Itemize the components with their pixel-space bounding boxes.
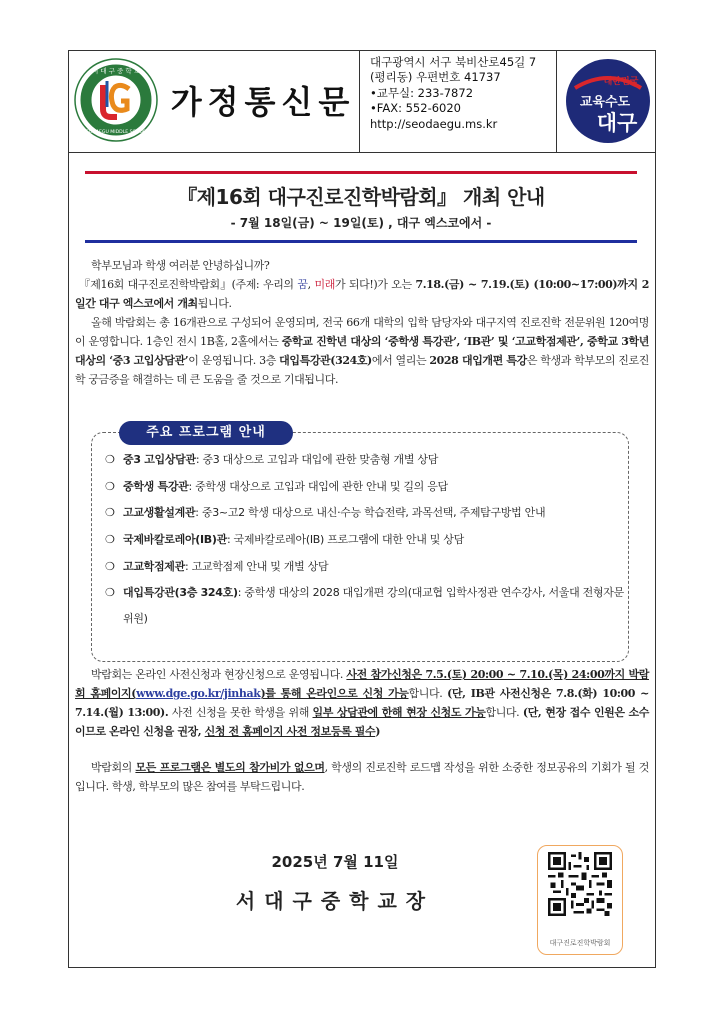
intro-text-b: 가 되다!)가 오는	[334, 278, 416, 291]
registration-paragraph	[75, 665, 649, 741]
registration-period-b: )를 통해 온라인으로 신청 가능	[260, 687, 409, 700]
theme-word-future: 미래	[314, 278, 335, 291]
program-name: 중3 고입상담관	[123, 453, 196, 466]
program-item	[105, 446, 625, 473]
onsite-registration: 일부 상담관에 한해 현장 신청도 가능	[312, 706, 486, 719]
overview-lecture: 2028 대입개편 특강	[429, 354, 527, 367]
program-name: 고교학점제관	[123, 560, 185, 573]
registration-text-c: 사전 신청을 못한 학생을 위해	[168, 706, 313, 719]
program-item	[105, 580, 625, 632]
preregistration-note: 신청 전 홈페이지 사전 정보등록 필수	[204, 725, 376, 738]
title-rule-bottom	[85, 240, 637, 243]
overview-lecture-hall: 대입특강관(324호)	[279, 354, 372, 367]
registration-text-b: 합니다.	[408, 687, 448, 700]
daegu-education-emblem	[565, 58, 651, 144]
logo-bottom-text: SEODAEGU MIDDLE SCHOOL	[82, 130, 150, 135]
ib-registration: (단, IB관 사전신청은 7.8.(화) 10:00 ~ 7.14.(월) 13:00).	[75, 687, 649, 719]
overview-text-a: 올해 박람회는 총 16개관으로 구성되어 운영되며, 전국 66개 대학의 입학 담당자와 대구지역 진로진학 전문위원 120여명이 운영합니다. 1층인 전시 1B홀, 2홀에서는	[75, 316, 649, 348]
overview-halls: 중학교 진학년 대상의 ‘중학생 특강관’, ‘IB관’ 및 ‘고교학점제관’, 중학교 3학년 대상의 ‘중3 고입상담관’	[75, 335, 649, 367]
issue-date: 2025년 7월 11일	[271, 853, 399, 871]
qr-card[interactable]	[537, 845, 623, 955]
greeting-text: 학부모님과 학생 여러분 안녕하십니까?	[91, 259, 270, 272]
letter-header	[69, 51, 655, 153]
school-contact	[359, 51, 557, 152]
program-desc: : 중학생 대상의 2028 대입개편 강의(대교협 입학사정관 연수강사, 서울대 전형자문위원)	[123, 586, 624, 625]
program-item	[105, 526, 625, 553]
overview-text-c: 에서 열리는	[371, 354, 430, 367]
registration-text-a: 박람회는 온라인 사전신청과 현장신청으로 운영됩니다.	[91, 668, 347, 681]
program-desc: : 국제바칼로레아(IB) 프로그램에 대한 안내 및 상담	[226, 533, 464, 546]
website-link[interactable]: http://seodaegu.ms.kr	[370, 116, 498, 131]
qr-code-icon[interactable]	[548, 852, 612, 916]
address-line-2: (평리동) 우편번호 41737	[370, 70, 501, 85]
circle-bullet-icon: ❍	[105, 506, 115, 519]
program-item	[105, 500, 625, 526]
school-logo	[73, 57, 159, 143]
fax-line: •FAX: 552-6020	[370, 101, 461, 116]
address-line-1: 대구광역시 서구 북비산로45길 7	[370, 55, 537, 69]
document-subtitle: - 7월 18일(금) ~ 19일(토) , 대구 엑스코에서 -	[230, 216, 492, 230]
event-intro-paragraph	[75, 275, 649, 313]
program-name: 고교생활설계관	[123, 506, 196, 519]
closing-text-a: 박람회의	[91, 761, 136, 774]
program-desc: : 중학생 대상으로 고입과 대입에 관한 안내 및 길의 응답	[188, 480, 448, 493]
circle-bullet-icon: ❍	[105, 453, 115, 466]
circle-bullet-icon: ❍	[105, 560, 115, 573]
event-dates: 7.18.(금) ~ 7.19.(토) (10:00~17:00)까지 2일간 대구 엑스코에서 개최	[75, 278, 650, 310]
overview-text-b: 이 운영됩니다. 3층	[188, 354, 280, 367]
registration-text-e: )	[375, 725, 380, 738]
program-desc: : 중3 대상으로 고입과 대입에 관한 맞춤형 개별 상담	[195, 453, 439, 466]
onsite-note: (단, 현장 접수 인원은 소수이므로 온라인 신청을 권장,	[75, 706, 650, 738]
program-name: 중학생 특강관	[123, 480, 189, 493]
masthead-title: 가정통신문	[170, 83, 356, 121]
closing-text-b: , 학생의 진로진학 로드맵 작성을 위한 소중한 정보공유의 기회가 될 것입니다. 학생, 학부모의 많은 참여를 부탁드립니다.	[75, 761, 649, 793]
free-entry-note: 모든 프로그램은 별도의 참가비가 없으며	[135, 761, 325, 774]
logo-top-text: 서 대 구 중 학 교	[91, 67, 141, 75]
intro-text-c: 됩니다.	[197, 297, 232, 310]
program-list	[105, 446, 625, 632]
registration-period-a: 사전 참가신청은 7.5.(토) 20:00 ~ 7.10.(목) 24:00까지 박람회 홈페이지(	[75, 668, 649, 700]
closing-paragraph	[75, 758, 649, 796]
program-name: 국제바칼로레아(IB)관	[123, 533, 227, 546]
qr-caption: 대구진로진학박람회	[549, 939, 611, 947]
program-heading-badge: 주요 프로그램 안내	[119, 421, 293, 445]
emblem-main-text: 교육수도	[579, 95, 631, 110]
program-name: 대입특강관(3층 324호)	[123, 586, 238, 599]
program-desc: : 중3~고2 학생 대상으로 내신·수능 학습전략, 과목선택, 주제탐구방법 안내	[195, 506, 546, 519]
emblem-big-text: 대구	[596, 111, 638, 135]
overview-paragraph	[75, 313, 649, 389]
circle-bullet-icon: ❍	[105, 480, 115, 493]
greeting-paragraph	[75, 256, 649, 275]
title-rule-top	[85, 171, 637, 174]
document-title: 『제16회 대구진로진학박람회』 개최 안내	[177, 185, 545, 209]
program-item	[105, 553, 625, 580]
circle-bullet-icon: ❍	[105, 533, 115, 546]
intro-text-a: 『제16회 대구진로진학박람회』(주제: 우리의	[79, 278, 298, 291]
intro-comma: ,	[307, 278, 315, 291]
sender-signature: 서대구중학교장	[235, 889, 435, 913]
theme-word-dream: 꿈	[297, 278, 308, 291]
emblem-top-text: 대한민국	[603, 77, 639, 87]
registration-link[interactable]: www.dge.go.kr/jinhak	[136, 687, 261, 700]
program-desc: : 고교학점제 안내 및 개별 상담	[184, 560, 329, 573]
phone-line: •교무실: 233-7872	[370, 85, 474, 100]
circle-bullet-icon: ❍	[105, 586, 115, 599]
document-page	[68, 50, 656, 968]
registration-text-d: 합니다.	[485, 706, 523, 719]
program-item	[105, 473, 625, 500]
overview-text-d: 은 학생과 학부모의 진로진학 궁금증을 해결하는 데 큰 도움을 줄 것으로 기대됩니다.	[75, 354, 649, 386]
